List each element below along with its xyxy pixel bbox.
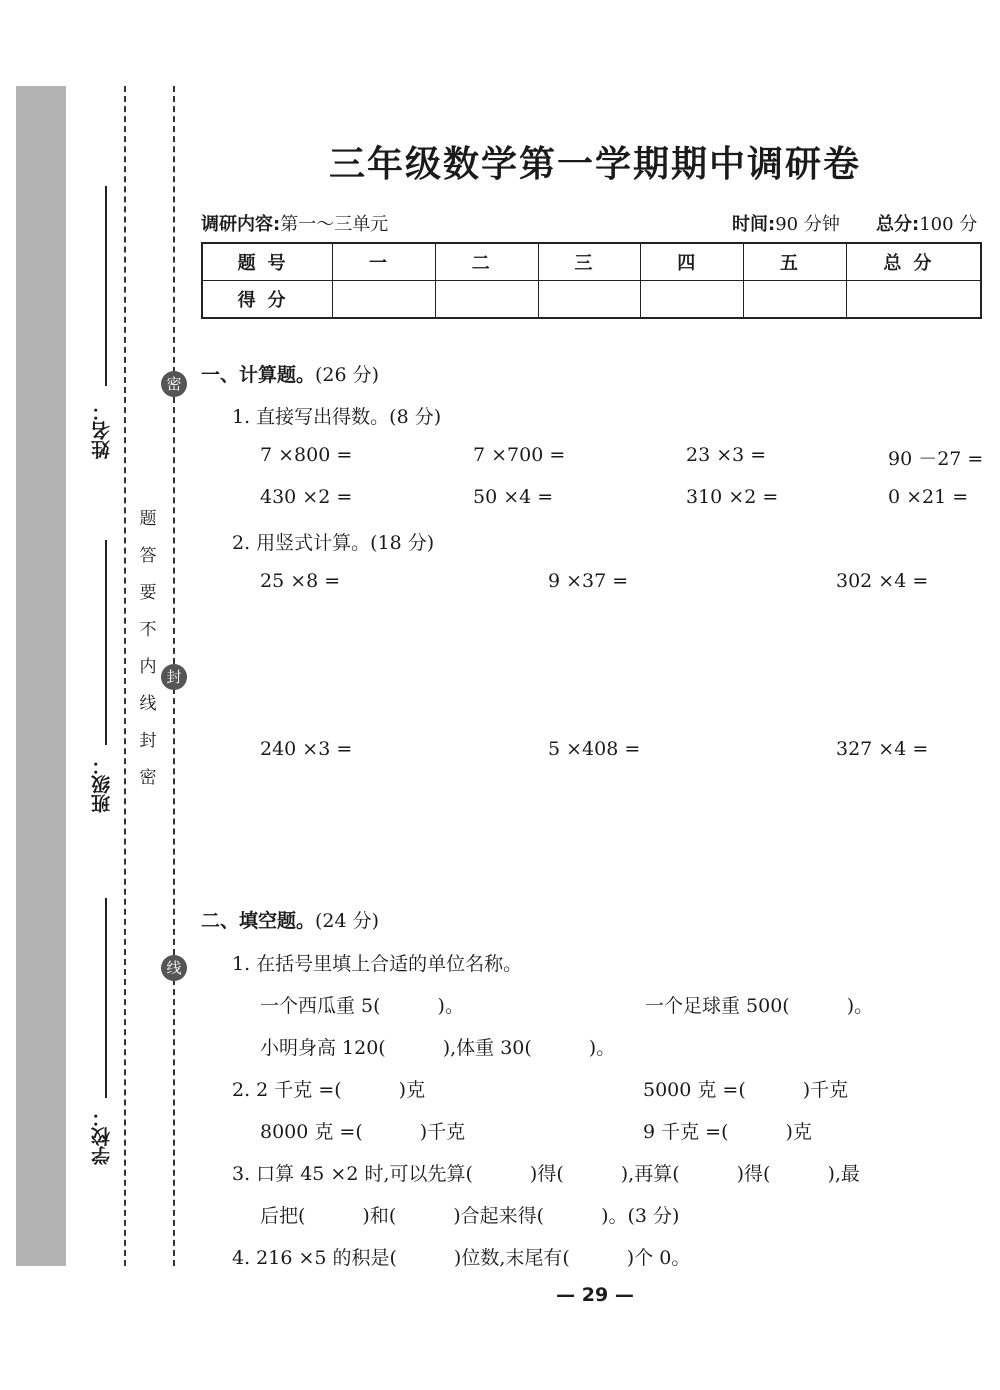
section2-q1-text: 1. 在括号里填上合适的单位名称。: [232, 953, 523, 975]
name-label: 姓名：: [91, 402, 113, 459]
total-info: [876, 210, 977, 236]
score-table-header-cell: 题号: [202, 243, 333, 281]
warning-char: 不: [139, 620, 157, 640]
section2-points: (24 分): [315, 910, 380, 932]
score-cell-2[interactable]: [435, 281, 538, 319]
score-table-header-cell: 四: [641, 243, 744, 281]
vertical-problem: 240 ×3 =: [260, 738, 353, 760]
warning-char: 题: [139, 509, 157, 529]
oral-problem: 7 ×700 =: [473, 444, 566, 466]
warning-char: 内: [139, 657, 157, 677]
score-table: [201, 242, 982, 319]
total-value: 100 分: [919, 214, 978, 235]
vertical-problem: 302 ×4 =: [836, 570, 929, 592]
section2-heading: [201, 906, 379, 933]
score-cell-5[interactable]: [744, 281, 847, 319]
class-label: 班级：: [91, 756, 113, 813]
content-value: 第一～三单元: [280, 214, 389, 235]
fill-blank-item: 2. 2 千克 =( )克: [232, 1079, 426, 1101]
time-value: 90 分钟: [775, 214, 840, 235]
page-title: 三年级数学第一学期期中调研卷: [328, 143, 861, 185]
time-label: 时间:: [732, 214, 776, 235]
vertical-problem: 5 ×408 =: [548, 738, 641, 760]
score-cell-3[interactable]: [538, 281, 641, 319]
fill-blank-item: 一个足球重 500( )。: [645, 995, 874, 1017]
oral-problem: 310 ×2 =: [686, 486, 779, 508]
fill-blank-item: 9 千克 =( )克: [643, 1121, 812, 1143]
total-label: 总分:: [876, 214, 920, 235]
section1-heading: [201, 360, 379, 387]
warning-char: 线: [139, 694, 157, 714]
fill-blank-item: 小明身高 120( ),体重 30( )。: [260, 1037, 616, 1059]
section2-q3-line2: 后把( )和( )合起来得( )。(3 分): [260, 1205, 680, 1227]
warning-char: 答: [139, 546, 157, 566]
class-underline: [105, 540, 107, 745]
content-label: 调研内容:: [201, 214, 281, 235]
score-table-header-cell: 一: [333, 243, 436, 281]
content-info: [201, 210, 388, 236]
oral-problem: 7 ×800 =: [260, 444, 353, 466]
school-underline: [105, 898, 107, 1098]
time-info: [732, 210, 840, 236]
oral-problem: 90 －27 =: [888, 448, 984, 470]
fill-blank-item: 5000 克 =( )千克: [643, 1079, 849, 1101]
score-table-score-row: [202, 281, 981, 319]
vertical-problem: 9 ×37 =: [548, 570, 629, 592]
section2-q4-text: 4. 216 ×5 的积是( )位数,末尾有( )个 0。: [232, 1247, 691, 1269]
cut-line-left: [124, 86, 126, 1266]
score-row-label: 得分: [202, 281, 333, 319]
oral-problem: 0 ×21 =: [888, 486, 969, 508]
score-table-header-cell: 二: [435, 243, 538, 281]
warning-char: 封: [139, 731, 157, 751]
seal-xian: 线: [161, 955, 187, 981]
vertical-problem: 327 ×4 =: [836, 738, 929, 760]
section1-title: 一、计算题。: [201, 364, 316, 386]
score-table-header-cell: 总分: [846, 243, 981, 281]
warning-char: 要: [139, 583, 157, 603]
fill-blank-item: 8000 克 =( )千克: [260, 1121, 466, 1143]
seal-feng: 封: [161, 664, 187, 690]
score-table-header-cell: 五: [744, 243, 847, 281]
score-cell-4[interactable]: [641, 281, 744, 319]
oral-problem: 23 ×3 =: [686, 444, 767, 466]
section2-q3-line1: 3. 口算 45 ×2 时,可以先算( )得( ),再算( )得( ),最: [232, 1163, 860, 1185]
score-table-header-cell: 三: [538, 243, 641, 281]
school-label: 学校：: [91, 1108, 113, 1165]
seal-mi: 密: [161, 371, 187, 397]
no-answer-warning: [137, 510, 159, 806]
section1-points: (26 分): [315, 364, 380, 386]
oral-problem: 50 ×4 =: [473, 486, 554, 508]
section2-title: 二、填空题。: [201, 910, 316, 932]
section1-q2-text: 2. 用竖式计算。(18 分): [232, 532, 435, 554]
vertical-problem: 25 ×8 =: [260, 570, 341, 592]
section1-q1-text: 1. 直接写出得数。(8 分): [232, 406, 442, 428]
page-number: — 29 —: [556, 1284, 634, 1306]
score-cell-total[interactable]: [846, 281, 981, 319]
score-cell-1[interactable]: [333, 281, 436, 319]
warning-char: 密: [139, 768, 157, 788]
fill-blank-item: 一个西瓜重 5( )。: [260, 995, 464, 1017]
name-underline: [105, 186, 107, 386]
binding-gray-bar: [16, 86, 66, 1266]
score-table-header-row: [202, 243, 981, 281]
oral-problem: 430 ×2 =: [260, 486, 353, 508]
